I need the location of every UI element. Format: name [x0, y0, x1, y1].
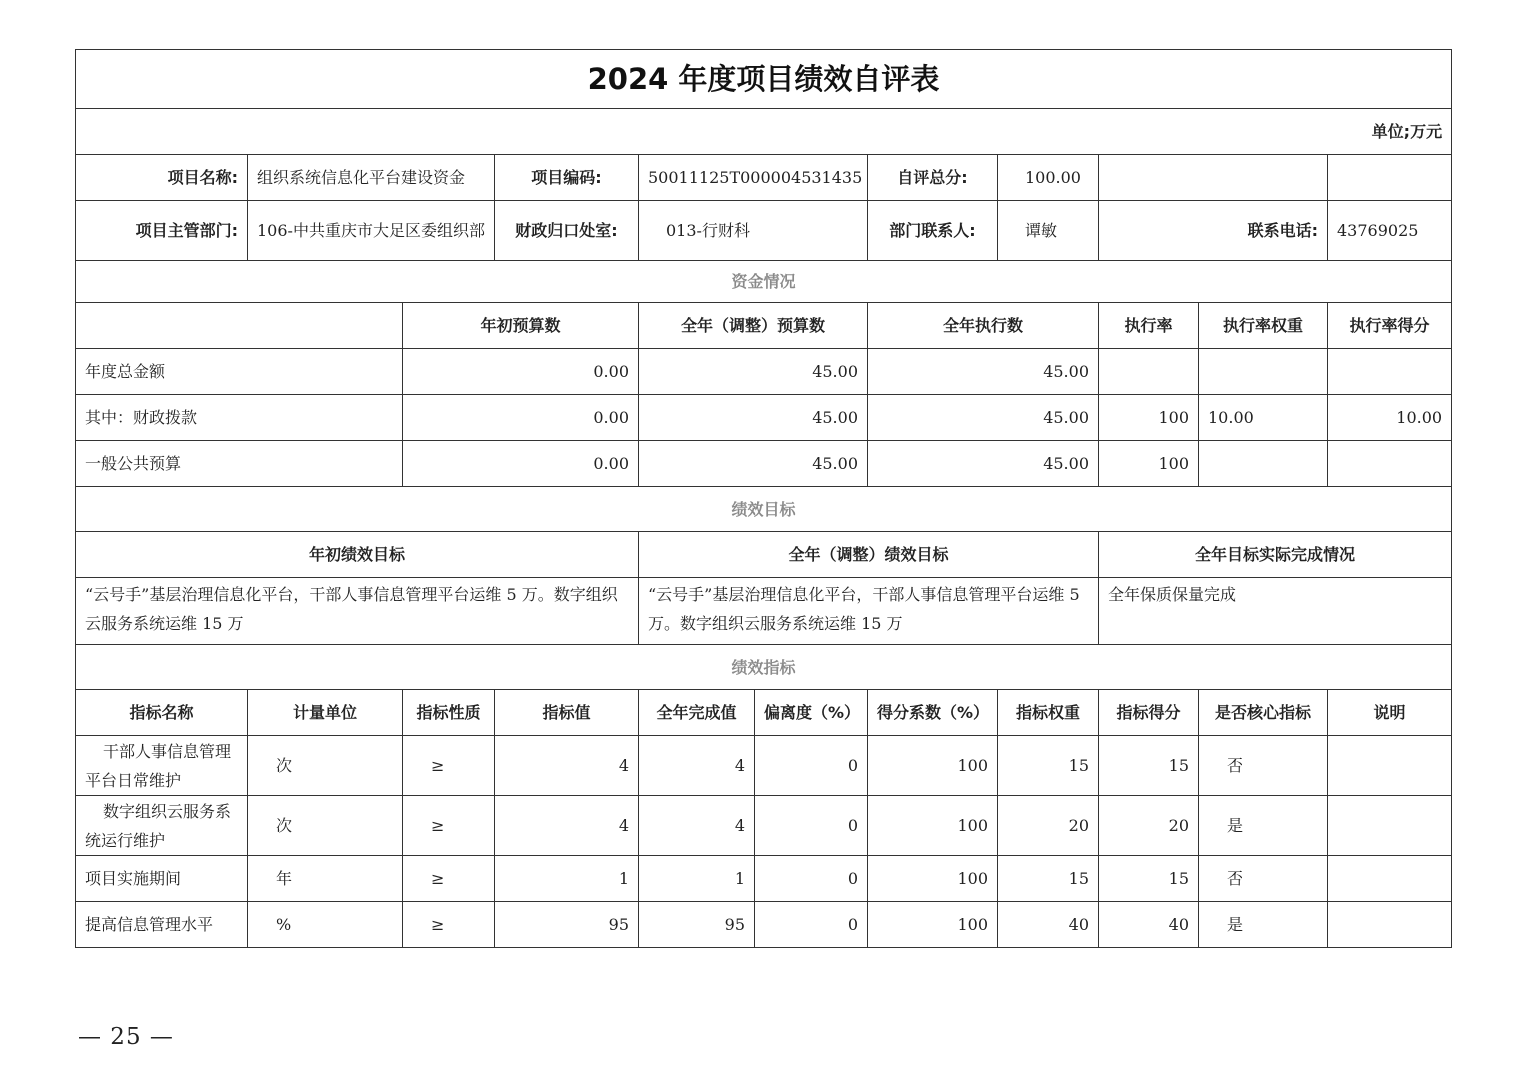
indicator-nature: ≥ — [403, 856, 495, 902]
indicator-header: 全年完成值 — [639, 690, 755, 736]
indicator-nature: ≥ — [403, 902, 495, 948]
phone-value: 43769025 — [1328, 201, 1452, 261]
dept-label: 项目主管部门: — [76, 201, 248, 261]
goals-header: 年初绩效目标 — [76, 532, 639, 578]
indicator-note — [1328, 902, 1452, 948]
indicator-deviation: 0 — [755, 856, 868, 902]
funds-row-name: 年度总金额 — [76, 349, 403, 395]
indicator-note — [1328, 796, 1452, 856]
funds-executed: 45.00 — [868, 349, 1099, 395]
funds-adjusted: 45.00 — [639, 441, 868, 487]
indicator-core: 否 — [1199, 856, 1328, 902]
indicators-section-heading: 绩效指标 — [76, 645, 1452, 690]
funds-adjusted: 45.00 — [639, 395, 868, 441]
funds-score — [1328, 349, 1452, 395]
project-name-label: 项目名称: — [76, 155, 248, 201]
indicator-header: 指标名称 — [76, 690, 248, 736]
adjusted-goal-text: “云号手”基层治理信息化平台，干部人事信息管理平台运维 5 万。数字组织云服务系统运维 15 万 — [639, 578, 1099, 645]
indicator-header: 说明 — [1328, 690, 1452, 736]
funds-row — [76, 395, 1452, 441]
indicator-target: 4 — [495, 796, 639, 856]
indicator-target: 4 — [495, 736, 639, 796]
indicator-done: 4 — [639, 736, 755, 796]
empty-cell — [76, 303, 403, 349]
finance-value: 013-行财科 — [639, 201, 868, 261]
indicator-note — [1328, 736, 1452, 796]
indicator-coefficient: 100 — [868, 902, 998, 948]
initial-goal-text: “云号手”基层治理信息化平台，干部人事信息管理平台运维 5 万。数字组织云服务系统运维 15 万 — [76, 578, 639, 645]
dept-value: 106-中共重庆市大足区委组织部 — [248, 201, 495, 261]
indicator-score: 15 — [1099, 856, 1199, 902]
funds-row-name: 一般公共预算 — [76, 441, 403, 487]
indicator-unit: 年 — [248, 856, 403, 902]
goals-content-row — [76, 578, 1452, 645]
funds-score — [1328, 441, 1452, 487]
indicator-name: 项目实施期间 — [76, 856, 248, 902]
funds-header: 年初预算数 — [403, 303, 639, 349]
indicator-header: 得分系数（%） — [868, 690, 998, 736]
indicator-note — [1328, 856, 1452, 902]
page-number: — 25 — — [78, 1024, 174, 1050]
goals-header: 全年目标实际完成情况 — [1099, 532, 1452, 578]
self-score-value: 100.00 — [998, 155, 1099, 201]
empty-cell — [1099, 155, 1328, 201]
funds-section-heading: 资金情况 — [76, 261, 1452, 303]
indicator-weight: 15 — [998, 736, 1099, 796]
contact-value: 谭敏 — [998, 201, 1099, 261]
funds-weight — [1199, 441, 1328, 487]
empty-cell — [1328, 155, 1452, 201]
indicator-name: 数字组织云服务系统运行维护 — [76, 796, 248, 856]
funds-header: 执行率得分 — [1328, 303, 1452, 349]
funds-header: 全年执行数 — [868, 303, 1099, 349]
funds-header: 执行率权重 — [1199, 303, 1328, 349]
performance-evaluation-table — [75, 49, 1452, 948]
project-name-value: 组织系统信息化平台建设资金 — [248, 155, 495, 201]
actual-completion-text: 全年保质保量完成 — [1099, 578, 1452, 645]
funds-adjusted: 45.00 — [639, 349, 868, 395]
contact-label: 部门联系人: — [868, 201, 998, 261]
funds-row — [76, 441, 1452, 487]
indicator-header: 是否核心指标 — [1199, 690, 1328, 736]
self-score-label: 自评总分: — [868, 155, 998, 201]
indicator-target: 95 — [495, 902, 639, 948]
goals-section-heading: 绩效目标 — [76, 487, 1452, 532]
funds-header: 全年（调整）预算数 — [639, 303, 868, 349]
indicator-coefficient: 100 — [868, 796, 998, 856]
funds-rate: 100 — [1099, 441, 1199, 487]
indicator-unit: 次 — [248, 736, 403, 796]
indicator-header: 偏离度（%） — [755, 690, 868, 736]
indicators-header-row — [76, 690, 1452, 736]
indicator-header: 指标权重 — [998, 690, 1099, 736]
funds-initial: 0.00 — [403, 441, 639, 487]
funds-weight — [1199, 349, 1328, 395]
finance-label: 财政归口处室: — [495, 201, 639, 261]
funds-executed: 45.00 — [868, 395, 1099, 441]
indicator-coefficient: 100 — [868, 856, 998, 902]
indicator-header: 指标得分 — [1099, 690, 1199, 736]
indicator-nature: ≥ — [403, 736, 495, 796]
phone-label: 联系电话: — [1099, 201, 1328, 261]
funds-executed: 45.00 — [868, 441, 1099, 487]
indicator-weight: 40 — [998, 902, 1099, 948]
unit-label: 单位;万元 — [76, 109, 1452, 155]
funds-row-name: 其中：财政拨款 — [76, 395, 403, 441]
indicator-name: 提高信息管理水平 — [76, 902, 248, 948]
indicator-core: 否 — [1199, 736, 1328, 796]
indicator-coefficient: 100 — [868, 736, 998, 796]
funds-weight: 10.00 — [1199, 395, 1328, 441]
indicator-header: 指标值 — [495, 690, 639, 736]
indicator-row — [76, 796, 1452, 856]
indicator-unit: % — [248, 902, 403, 948]
indicator-header: 指标性质 — [403, 690, 495, 736]
funds-score: 10.00 — [1328, 395, 1452, 441]
indicator-row — [76, 736, 1452, 796]
project-code-value: 50011125T000004531435 — [639, 155, 868, 201]
funds-rate: 100 — [1099, 395, 1199, 441]
funds-initial: 0.00 — [403, 395, 639, 441]
indicator-target: 1 — [495, 856, 639, 902]
goals-header-row — [76, 532, 1452, 578]
indicator-deviation: 0 — [755, 796, 868, 856]
funds-initial: 0.00 — [403, 349, 639, 395]
indicator-weight: 20 — [998, 796, 1099, 856]
indicator-unit: 次 — [248, 796, 403, 856]
indicator-header: 计量单位 — [248, 690, 403, 736]
indicator-row — [76, 902, 1452, 948]
indicator-name: 干部人事信息管理平台日常维护 — [76, 736, 248, 796]
project-code-label: 项目编码: — [495, 155, 639, 201]
goals-header: 全年（调整）绩效目标 — [639, 532, 1099, 578]
page-title: 2024 年度项目绩效自评表 — [76, 50, 1452, 109]
indicator-row — [76, 856, 1452, 902]
funds-header-row — [76, 303, 1452, 349]
indicator-score: 40 — [1099, 902, 1199, 948]
indicator-done: 4 — [639, 796, 755, 856]
indicator-score: 20 — [1099, 796, 1199, 856]
indicator-core: 是 — [1199, 902, 1328, 948]
indicator-deviation: 0 — [755, 902, 868, 948]
indicator-done: 1 — [639, 856, 755, 902]
indicator-core: 是 — [1199, 796, 1328, 856]
funds-header: 执行率 — [1099, 303, 1199, 349]
info-row-2 — [76, 201, 1452, 261]
indicator-done: 95 — [639, 902, 755, 948]
funds-row — [76, 349, 1452, 395]
indicator-weight: 15 — [998, 856, 1099, 902]
info-row-1 — [76, 155, 1452, 201]
indicator-nature: ≥ — [403, 796, 495, 856]
indicator-score: 15 — [1099, 736, 1199, 796]
funds-rate — [1099, 349, 1199, 395]
indicator-deviation: 0 — [755, 736, 868, 796]
